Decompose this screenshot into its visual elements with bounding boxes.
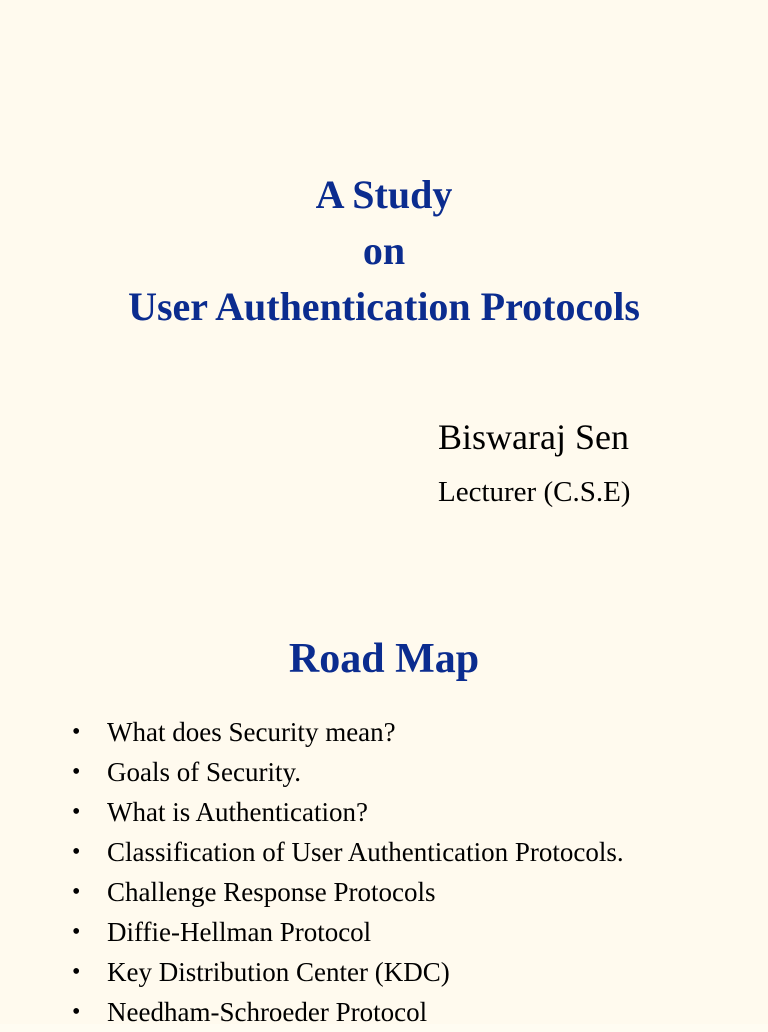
bullet-icon: •: [72, 759, 81, 785]
roadmap-item-text: Classification of User Authentication Protocols.: [107, 837, 624, 867]
roadmap-slide: [0, 576, 768, 1027]
title-block: [0, 167, 768, 335]
author-name: Biswaraj Sen: [438, 417, 629, 457]
bullet-icon: •: [72, 719, 81, 745]
title-line-2: on: [362, 228, 406, 273]
roadmap-item-text: Challenge Response Protocols: [107, 877, 436, 907]
roadmap-item-text: What does Security mean?: [107, 717, 396, 747]
roadmap-item-text: Key Distribution Center (KDC): [107, 957, 450, 987]
roadmap-item-text: Needham-Schroeder Protocol: [107, 997, 428, 1027]
roadmap-title: Road Map: [288, 636, 480, 682]
title-line-1: A Study: [315, 172, 453, 217]
roadmap-item-text: What is Authentication?: [107, 797, 368, 827]
bullet-icon: •: [72, 959, 81, 985]
bullet-icon: •: [72, 919, 81, 945]
title-line-3: User Authentication Protocols: [128, 284, 640, 329]
bullet-icon: •: [72, 839, 81, 865]
roadmap-item-text: Diffie-Hellman Protocol: [107, 917, 372, 947]
bullet-icon: •: [72, 999, 81, 1025]
bullet-icon: •: [72, 879, 81, 905]
roadmap-item-text: Goals of Security.: [107, 757, 301, 787]
author-role: Lecturer (C.S.E): [438, 476, 631, 508]
bullet-icon: •: [72, 799, 81, 825]
